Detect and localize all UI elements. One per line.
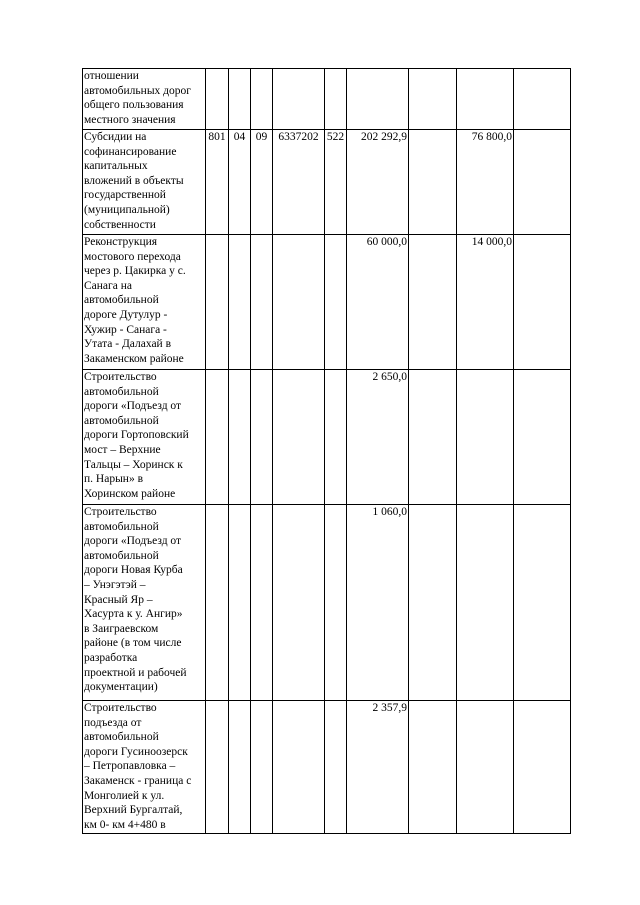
amount-1-cell: 60 000,0 [347,235,409,370]
rz-cell [229,701,251,834]
ved-cell [206,505,229,701]
rz-cell [229,505,251,701]
pr-cell [251,69,273,130]
amount-2-cell [409,370,457,505]
amount-3-cell [457,370,514,505]
csr-cell [273,370,325,505]
amount-1-cell: 2 357,9 [347,701,409,834]
amount-3-cell: 76 800,0 [457,130,514,235]
amount-1-cell [347,69,409,130]
csr-cell [273,235,325,370]
row-name-cell: Субсидии на софинансирование капитальных вложений в объекты государственной (муниципальной) собственности [83,130,206,235]
table-row [83,235,571,370]
amount-4-cell [514,370,571,505]
amount-1-cell: 1 060,0 [347,505,409,701]
amount-4-cell [514,235,571,370]
amount-2-cell [409,69,457,130]
rz-cell [229,235,251,370]
amount-4-cell [514,505,571,701]
row-name-cell: отношении автомобильных дорог общего пользования местного значения [83,69,206,130]
rz-cell [229,370,251,505]
table-row [83,505,571,701]
budget-table [82,68,571,834]
ved-cell [206,701,229,834]
amount-3-cell [457,69,514,130]
row-name-cell: Реконструкция мостового перехода через р. Цакирка у с. Санага на автомобильной дороге Дутулур - Хужир - Санага - Утата - Далахай в Закаменском районе [83,235,206,370]
amount-2-cell [409,505,457,701]
pr-cell: 09 [251,130,273,235]
vr-cell [325,701,347,834]
rz-cell: 04 [229,130,251,235]
amount-2-cell [409,235,457,370]
amount-2-cell [409,701,457,834]
row-name-cell: Строительство автомобильной дороги «Подъезд от автомобильной дороги Новая Курба – Унэгэтэй – Красный Яр – Хасурта к у. Ангир» в Заиграевском районе (в том числе разработка проектной и рабочей документации) [83,505,206,701]
amount-3-cell [457,701,514,834]
table-row [83,701,571,834]
pr-cell [251,370,273,505]
amount-4-cell [514,69,571,130]
table-row [83,370,571,505]
pr-cell [251,505,273,701]
vr-cell [325,370,347,505]
amount-1-cell: 202 292,9 [347,130,409,235]
vr-cell: 522 [325,130,347,235]
ved-cell [206,370,229,505]
amount-4-cell [514,701,571,834]
vr-cell [325,69,347,130]
table-row [83,69,571,130]
ved-cell: 801 [206,130,229,235]
amount-3-cell: 14 000,0 [457,235,514,370]
rz-cell [229,69,251,130]
amount-2-cell [409,130,457,235]
vr-cell [325,235,347,370]
ved-cell [206,69,229,130]
row-name-cell: Строительство подъезда от автомобильной дороги Гусиноозерск – Петропавловка – Закаменск - граница с Монголией к ул. Верхний Бургалтай, км 0- км 4+480 в [83,701,206,834]
vr-cell [325,505,347,701]
csr-cell [273,505,325,701]
csr-cell: 6337202 [273,130,325,235]
amount-4-cell [514,130,571,235]
ved-cell [206,235,229,370]
pr-cell [251,701,273,834]
table-row [83,130,571,235]
row-name-cell: Строительство автомобильной дороги «Подъезд от автомобильной дороги Гортоповский мост – Верхние Тальцы – Хоринск к п. Нарын» в Хоринском районе [83,370,206,505]
pr-cell [251,235,273,370]
amount-1-cell: 2 650,0 [347,370,409,505]
csr-cell [273,701,325,834]
amount-3-cell [457,505,514,701]
csr-cell [273,69,325,130]
